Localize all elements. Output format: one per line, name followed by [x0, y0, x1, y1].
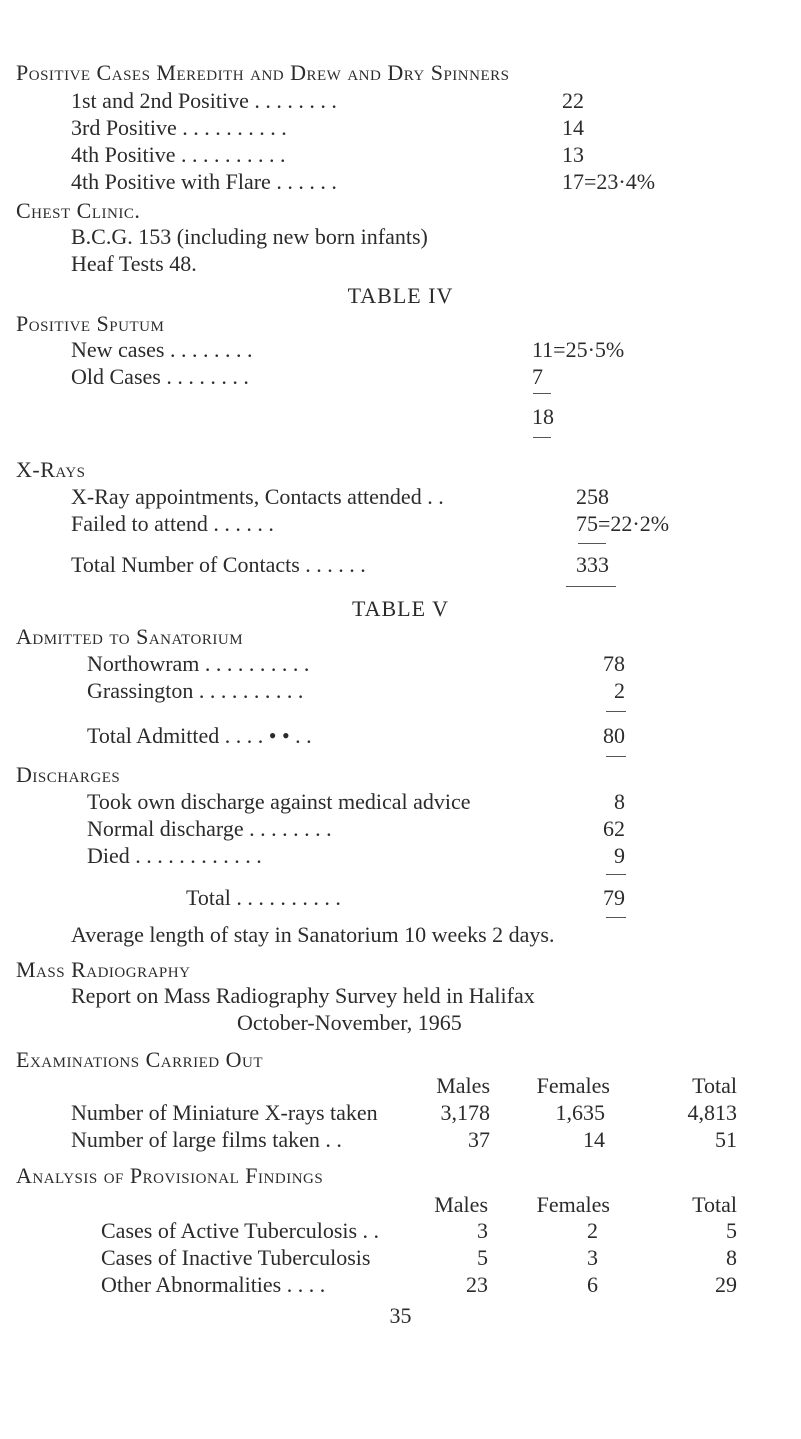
- mass-radiography-report: Report on Mass Radiography Survey held in Halifax: [71, 983, 535, 1008]
- xrays-rule-bottom: [566, 586, 616, 587]
- xrays-label-attended: X-Ray appointments, Contacts attended . .: [71, 484, 444, 509]
- sanatorium-rule-top: [606, 711, 626, 712]
- analysis-label-other: Other Abnormalities . . . .: [101, 1272, 326, 1297]
- xrays-total-label: Total Number of Contacts . . . . . .: [71, 552, 366, 577]
- table-v-title: TABLE V: [351, 596, 450, 621]
- discharges-value-own: 8: [614, 789, 625, 814]
- analysis-other-males: 23: [466, 1272, 488, 1297]
- mass-radiography-period: October-November, 1965: [237, 1010, 462, 1035]
- analysis-inactive-females: 3: [587, 1245, 598, 1270]
- mass-radiography-heading: Mass Radiography: [16, 957, 191, 982]
- examinations-col-total: Total: [692, 1073, 737, 1098]
- sanatorium-label-northowram: Northowram . . . . . . . . . .: [87, 651, 310, 676]
- xrays-rule-top: [578, 543, 606, 544]
- sanatorium-rule-bottom: [606, 756, 626, 757]
- chest-clinic-bcg: B.C.G. 153 (including new born infants): [71, 224, 428, 249]
- xrays-value-failed: 75=22·2%: [576, 511, 670, 536]
- analysis-other-total: 29: [715, 1272, 737, 1297]
- analysis-label-active: Cases of Active Tuberculosis . .: [101, 1218, 380, 1243]
- average-stay: Average length of stay in Sanatorium 10 weeks 2 days.: [71, 922, 555, 947]
- analysis-active-females: 2: [587, 1218, 598, 1243]
- discharges-rule-top: [606, 874, 626, 875]
- positive-cases-label-1: 1st and 2nd Positive . . . . . . . .: [71, 88, 337, 113]
- xrays-value-attended: 258: [576, 484, 609, 509]
- examinations-heading: Examinations Carried Out: [16, 1047, 263, 1072]
- sanatorium-value-northowram: 78: [603, 651, 625, 676]
- xrays-heading: X-Rays: [16, 457, 86, 482]
- analysis-inactive-total: 8: [726, 1245, 737, 1270]
- examinations-large-total: 51: [715, 1127, 737, 1152]
- analysis-label-inactive: Cases of Inactive Tuberculosis: [101, 1245, 371, 1270]
- discharges-total-label: Total . . . . . . . . . .: [186, 885, 341, 910]
- analysis-active-total: 5: [726, 1218, 737, 1243]
- positive-cases-value-2: 14: [562, 115, 584, 140]
- analysis-heading: Analysis of Provisional Findings: [16, 1163, 324, 1188]
- sputum-label-new: New cases . . . . . . . .: [71, 337, 253, 362]
- sputum-rule-top: [533, 393, 551, 394]
- sputum-total: 18: [532, 404, 554, 429]
- analysis-other-females: 6: [587, 1272, 598, 1297]
- examinations-large-females: 14: [583, 1127, 605, 1152]
- discharges-value-died: 9: [614, 843, 625, 868]
- examinations-miniature-total: 4,813: [687, 1100, 737, 1125]
- page-number: 35: [389, 1303, 412, 1328]
- examinations-label-large: Number of large films taken . .: [71, 1127, 342, 1152]
- sanatorium-total-label: Total Admitted . . . . • • . .: [87, 723, 312, 748]
- positive-cases-label-3: 4th Positive . . . . . . . . . .: [71, 142, 286, 167]
- positive-cases-value-1: 22: [562, 88, 584, 113]
- examinations-col-males: Males: [436, 1073, 490, 1098]
- examinations-miniature-females: 1,635: [555, 1100, 605, 1125]
- examinations-miniature-males: 3,178: [440, 1100, 490, 1125]
- discharges-heading: Discharges: [16, 762, 121, 787]
- positive-cases-value-4: 17=23·4%: [562, 169, 656, 194]
- discharges-rule-bottom: [606, 917, 626, 918]
- xrays-label-failed: Failed to attend . . . . . .: [71, 511, 274, 536]
- examinations-label-miniature: Number of Miniature X-rays taken: [71, 1100, 378, 1125]
- analysis-col-total: Total: [692, 1192, 737, 1217]
- xrays-total-value: 333: [576, 552, 609, 577]
- positive-sputum-heading: Positive Sputum: [16, 311, 165, 336]
- positive-cases-heading: Positive Cases Meredith and Drew and Dry Spinners: [16, 60, 510, 85]
- analysis-inactive-males: 5: [477, 1245, 488, 1270]
- examinations-col-females: Females: [536, 1073, 610, 1098]
- table-iv-title: TABLE IV: [347, 283, 454, 308]
- analysis-active-males: 3: [477, 1218, 488, 1243]
- chest-clinic-heading: Chest Clinic.: [16, 198, 141, 223]
- analysis-col-males: Males: [434, 1192, 488, 1217]
- sputum-value-new: 11=25·5%: [532, 337, 625, 362]
- analysis-col-females: Females: [536, 1192, 610, 1217]
- sputum-label-old: Old Cases . . . . . . . .: [71, 364, 249, 389]
- sanatorium-heading: Admitted to Sanatorium: [16, 624, 244, 649]
- discharges-label-own: Took own discharge against medical advice: [87, 789, 471, 814]
- sanatorium-total-value: 80: [603, 723, 625, 748]
- discharges-label-normal: Normal discharge . . . . . . . .: [87, 816, 332, 841]
- positive-cases-value-3: 13: [562, 142, 584, 167]
- positive-cases-label-4: 4th Positive with Flare . . . . . .: [71, 169, 337, 194]
- discharges-total-value: 79: [603, 885, 625, 910]
- chest-clinic-heaf: Heaf Tests 48.: [71, 251, 197, 276]
- sanatorium-label-grassington: Grassington . . . . . . . . . .: [87, 678, 304, 703]
- examinations-large-males: 37: [468, 1127, 490, 1152]
- sanatorium-value-grassington: 2: [614, 678, 625, 703]
- discharges-value-normal: 62: [603, 816, 625, 841]
- discharges-label-died: Died . . . . . . . . . . . .: [87, 843, 262, 868]
- sputum-rule-bottom: [533, 437, 551, 438]
- positive-cases-label-2: 3rd Positive . . . . . . . . . .: [71, 115, 287, 140]
- sputum-value-old: 7: [532, 364, 543, 389]
